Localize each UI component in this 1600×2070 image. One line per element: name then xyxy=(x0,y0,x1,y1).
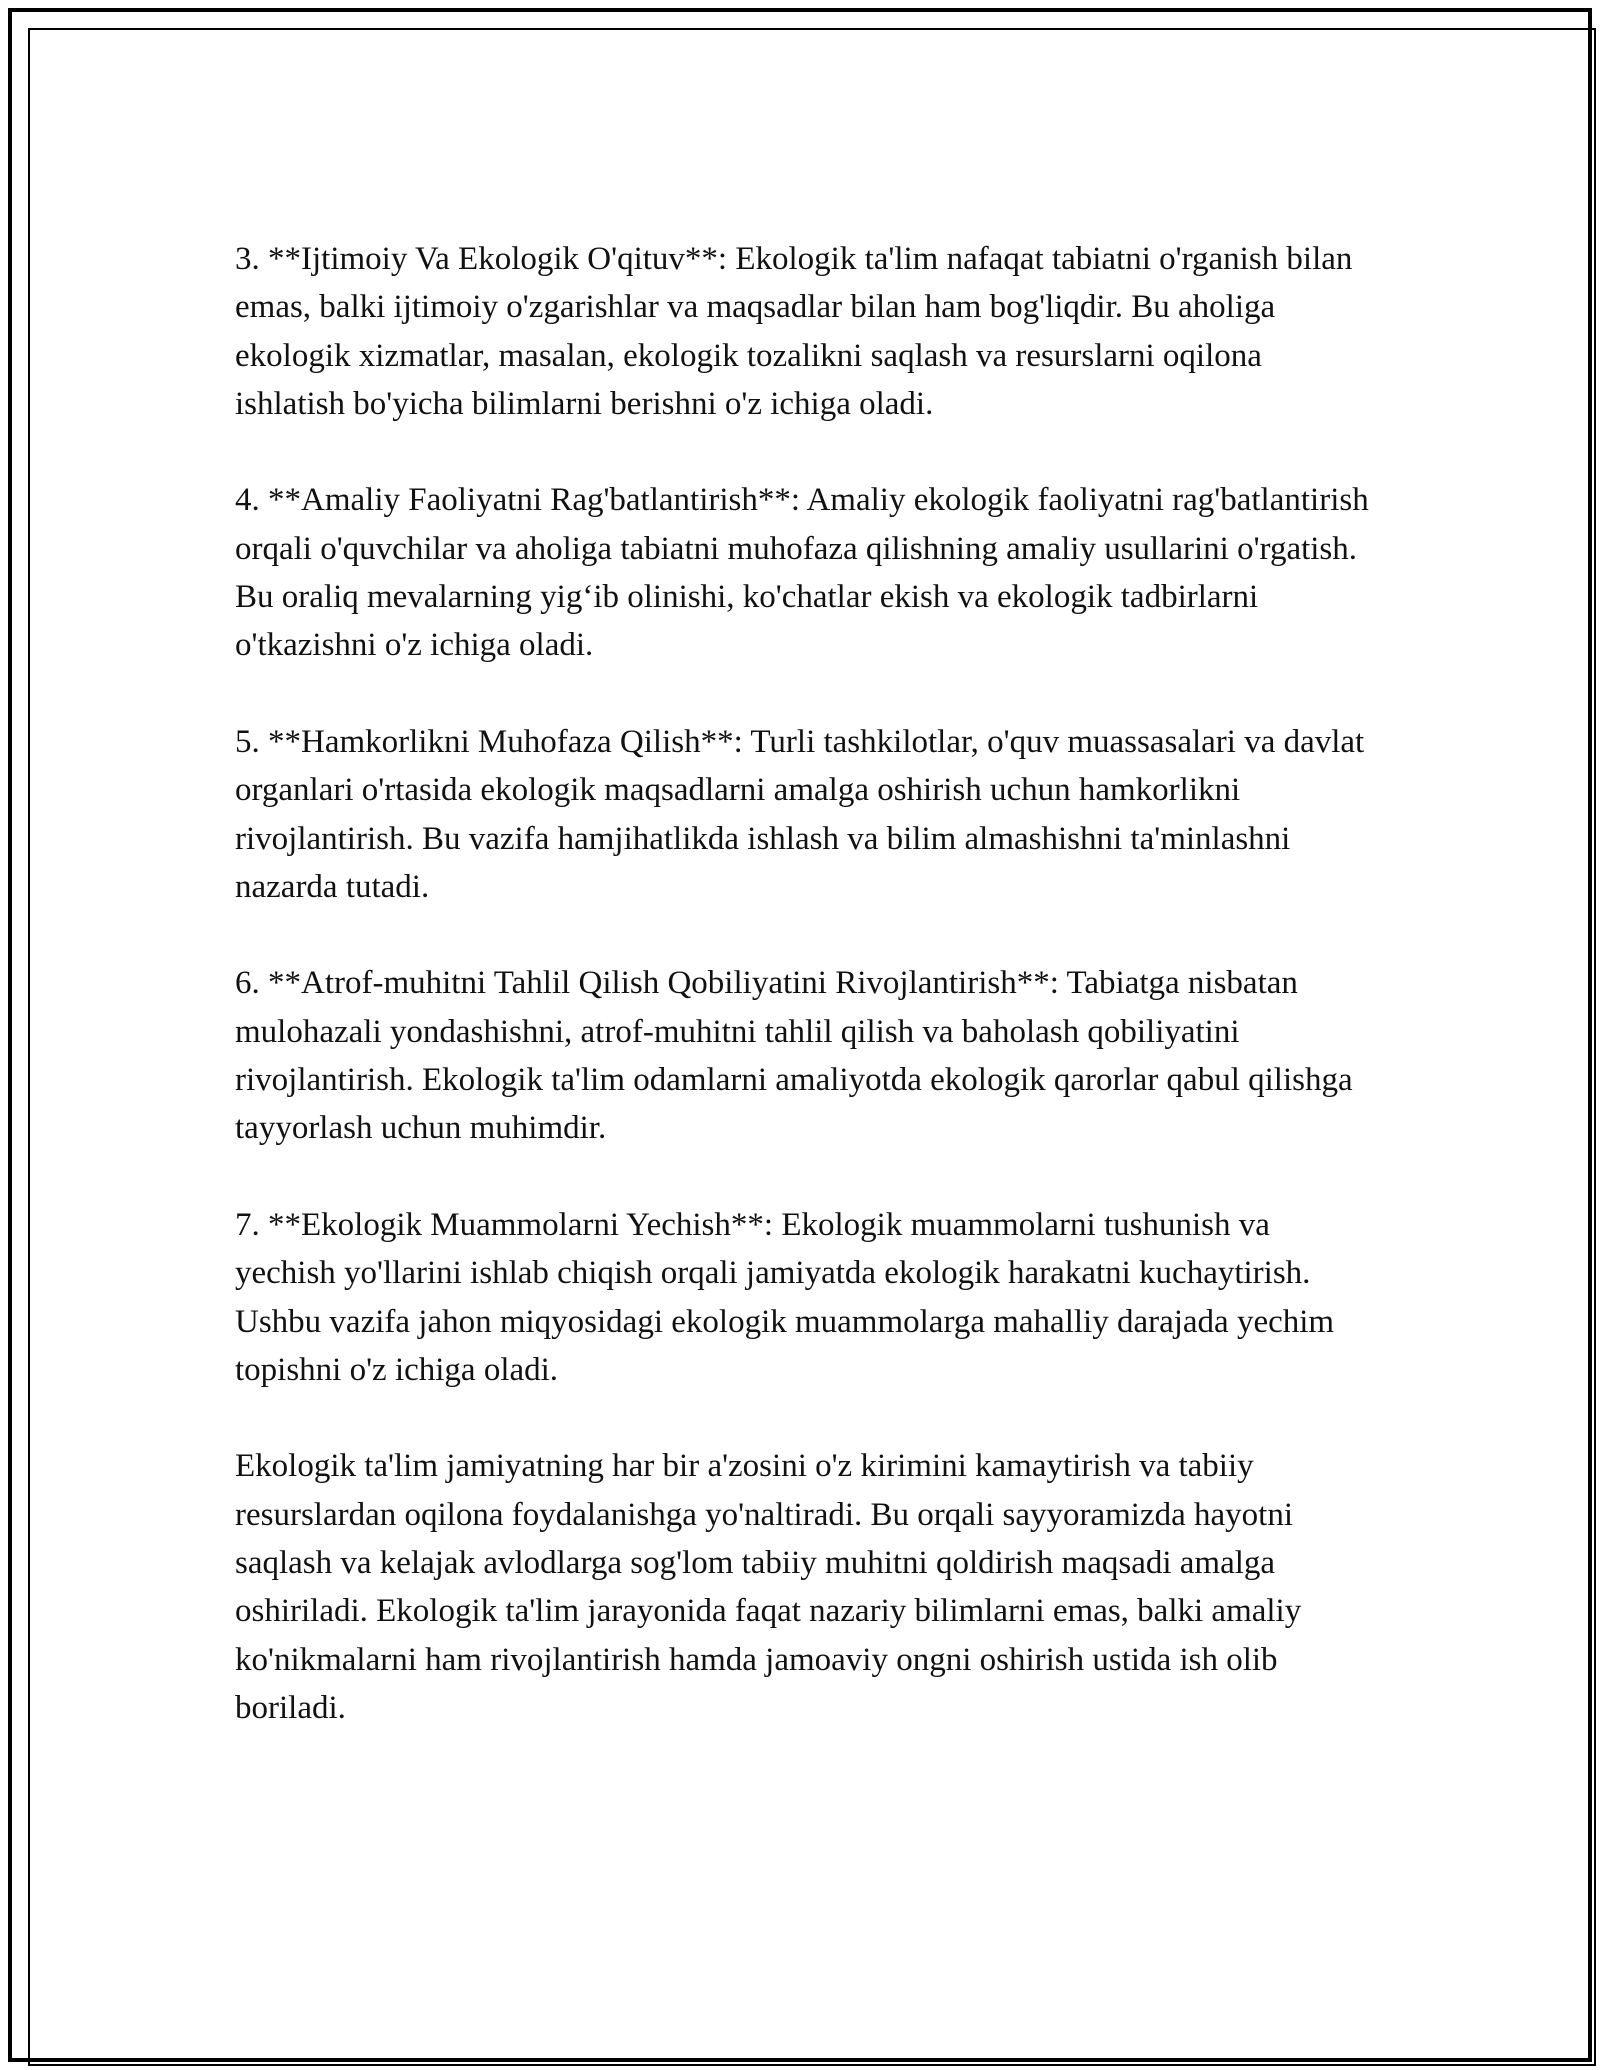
paragraph-item-3: 3. **Ijtimoiy Va Ekologik O'qituv**: Ekologik ta'lim nafaqat tabiatni o'rganish bilan emas, balki ijtimoiy o'zgarishlar va maqsadlar bilan ham bog'liqdir. Bu aholiga ekologik xizmatlar, masalan, ekologik tozalikni saqlash va resurslarni oqilona ishlatish bo'yicha bilimlarni berishni o'z ichiga oladi. xyxy=(235,241,1353,422)
paragraph-item-5: 5. **Hamkorlikni Muhofaza Qilish**: Turli tashkilotlar, o'quv muassasalari va davlat organlari o'rtasida ekologik maqsadlarni amalga oshirish uchun hamkorlikni rivojlantirish. Bu vazifa hamjihatlikda ishlash va bilim almashishni ta'minlashni nazarda tutadi. xyxy=(235,723,1365,905)
document-body xyxy=(235,235,1375,1732)
paragraph-item-4: 4. **Amaliy Faoliyatni Rag'batlantirish**: Amaliy ekologik faoliyatni rag'batlantirish orqali o'quvchilar va aholiga tabiatni muhofaza qilishning amaliy usullarini o'rgatish. Bu oraliq mevalarning yig‘ib olinishi, ko'chatlar ekish va ekologik tadbirlarni o'tkazishni o'z ichiga oladi. xyxy=(235,482,1369,664)
paragraph-conclusion: Ekologik ta'lim jamiyatning har bir a'zosini o'z kirimini kamaytirish va tabiiy resurslardan oqilona foydalanishga yo'naltiradi. Bu orqali sayyoramizda hayotni saqlash va kelajak avlodlarga sog'lom tabiiy muhitni qoldirish maqsadi amalga oshiriladi. Ekologik ta'lim jarayonida faqat nazariy bilimlarni emas, balki amaliy ko'nikmalarni ham rivojlantirish hamda jamoaviy ongni oshirish ustida ish olib boriladi. xyxy=(235,1448,1302,1726)
paragraph-item-6: 6. **Atrof-muhitni Tahlil Qilish Qobiliyatini Rivojlantirish**: Tabiatga nisbatan mulohazali yondashishni, atrof-muhitni tahlil qilish va baholash qobiliyatini rivojlantirish. Ekologik ta'lim odamlarni amaliyotda ekologik qarorlar qabul qilishga tayyorlash uchun muhimdir. xyxy=(235,965,1353,1147)
paragraph-item-7: 7. **Ekologik Muammolarni Yechish**: Ekologik muammolarni tushunish va yechish yo'llarini ishlab chiqish orqali jamiyatda ekologik harakatni kuchaytirish. Ushbu vazifa jahon miqyosidagi ekologik muammolarga mahalliy darajada yechim topishni o'z ichiga oladi. xyxy=(235,1206,1335,1388)
